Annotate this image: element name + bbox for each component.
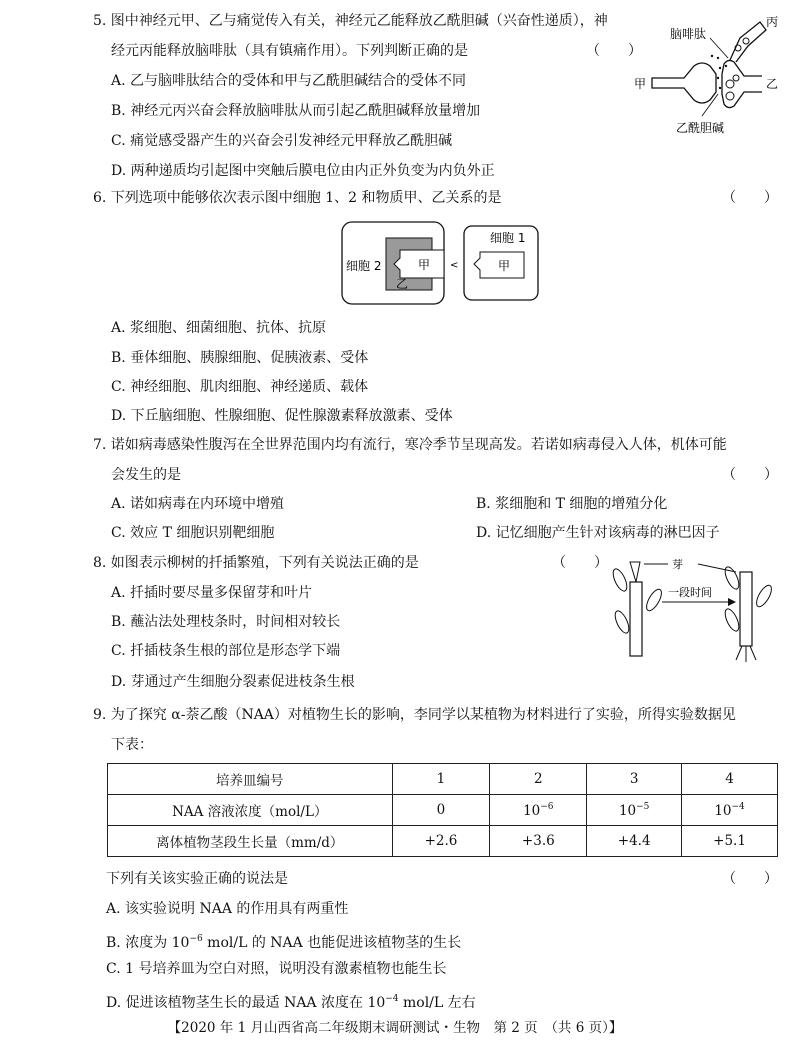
q8-option-c: C. 扦插枝条生根的部位是形态学下端 [111,643,341,659]
cell1-label: 细胞 1 [490,231,526,245]
q5-option-b: B. 神经元丙兴奋会释放脑啡肽从而引起乙酰胆碱释放量增加 [111,103,481,119]
row-header: 离体植物茎段生长量（mm/d） [108,826,393,857]
bud-label: 芽 [672,558,683,571]
q9-option-a: A. 该实验说明 NAA 的作用具有两重性 [106,901,349,917]
table-cell: 4 [682,764,778,795]
q6-option-b: B. 垂体细胞、胰腺细胞、促胰液素、受体 [111,350,369,366]
neuron-bing-terminal [730,22,766,62]
q5-answer-bracket: （ ） [586,43,642,59]
table-row [108,795,778,826]
table-cell: 2 [490,764,587,795]
q7-stem-line1: 7. 诺如病毒感染性腹泻在全世界范围内均有流行，寒冷季节呈现高发。若诺如病毒侵入人体，机体可能 [93,437,727,453]
q8-stem: 8. 如图表示柳树的扦插繁殖，下列有关说法正确的是 [93,555,419,571]
table-cell: $10^{-6}$ [490,795,587,826]
q7-answer-bracket: （ ） [722,467,778,483]
q5-stem-line1: 5. 图中神经元甲、乙与痛觉传入有关，神经元乙能释放乙酰胆碱（兴奋性递质），神 [93,13,608,29]
row-header: 培养皿编号 [108,764,393,795]
table-cell: +5.1 [682,826,778,857]
cutting-right-stem [740,572,752,646]
label-yi: 乙 [766,77,779,91]
yi-label: 乙 [396,277,409,291]
q7-option-d: D. 记忆细胞产生针对该病毒的淋巴因子 [476,525,720,541]
table-row [108,826,778,857]
table-cell: $10^{-5}$ [587,795,682,826]
q6-cells-figure [340,220,560,308]
q8-answer-bracket: （ ） [552,555,608,571]
table-cell: 3 [587,764,682,795]
q6-option-c: C. 神经细胞、肌肉细胞、神经递质、载体 [111,379,369,395]
cutting-left-stem [630,582,642,656]
q7-option-c: C. 效应 T 细胞识别靶细胞 [111,525,275,541]
label-bing: 丙 [766,15,779,29]
table-cell: +4.4 [587,826,682,857]
q9-option-b: B. 浓度为 $10^{-6}$ mol/L 的 NAA 也能促进该植物茎的生长 [106,934,462,951]
q6-stem: 6. 下列选项中能够依次表示图中细胞 1、2 和物质甲、乙关系的是 [93,190,502,206]
table-cell: +3.6 [490,826,587,857]
q9-question: 下列有关该实验正确的说法是 [106,871,288,887]
neuron-yi-terminal [722,60,762,107]
q9-option-c: C. 1 号培养皿为空白对照，说明没有激素植物也能生长 [106,961,447,977]
q6-option-d: D. 下丘脑细胞、性腺细胞、促性腺激素释放激素、受体 [111,408,453,424]
label-jia: 甲 [634,77,647,91]
label-yixiandanjian: 乙酰胆碱 [676,121,725,135]
page-footer: 【2020 年 1 月山西省高二年级期末调研测试・生物 第 2 页 （共 6 页）】 [167,1020,623,1036]
table-cell: +2.6 [392,826,490,857]
table-cell: 0 [392,795,490,826]
q7-option-a: A. 诺如病毒在内环境中增殖 [111,496,285,512]
q9-answer-bracket: （ ） [722,871,778,887]
q9-stem-line2: 下表： [111,737,153,753]
q5-option-c: C. 痛觉感受器产生的兴奋会引发神经元甲释放乙酰胆碱 [111,133,453,149]
q6-option-a: A. 浆细胞、细菌细胞、抗体、抗原 [111,320,327,336]
cell2-label: 细胞 2 [346,259,382,273]
q6-answer-bracket: （ ） [722,190,778,206]
q7-option-b: B. 浆细胞和 T 细胞的增殖分化 [476,496,668,512]
jia-right-label: 甲 [498,259,511,273]
table-row [108,764,778,795]
q9-data-table [107,763,778,857]
q5-option-a: A. 乙与脑啡肽结合的受体和甲与乙酰胆碱结合的受体不同 [111,73,467,89]
arrow-left-icon: < [450,260,459,271]
label-naofeitai: 脑啡肽 [670,27,707,41]
q8-option-a: A. 扦插时要尽量多保留芽和叶片 [111,585,313,601]
table-cell: 1 [392,764,490,795]
q9-stem-line1: 9. 为了探究 α-萘乙酸（NAA）对植物生长的影响，李同学以某植物为材料进行了实验，所得实验数据见 [93,707,736,723]
time-label: 一段时间 [668,586,712,599]
neuron-jia-terminal [652,63,716,103]
row-header: NAA 溶液浓度（mol/L） [108,795,393,826]
q8-option-d: D. 芽通过产生细胞分裂素促进枝条生根 [111,674,355,690]
q5-stem-line2: 经元丙能释放脑啡肽（具有镇痛作用）。下列判断正确的是 [111,43,468,59]
q8-cutting-figure [610,556,782,664]
q5-option-d: D. 两种递质均引起图中突触后膜电位由内正外负变为内负外正 [111,163,495,179]
table-cell: $10^{-4}$ [682,795,778,826]
q9-option-d: D. 促进该植物茎生长的最适 NAA 浓度在 $10^{-4}$ mol/L 左右 [106,994,476,1011]
q7-stem-line2: 会发生的是 [111,467,181,483]
jia-left-label: 甲 [418,258,431,272]
arrow-right-icon [728,598,736,606]
q5-synapse-figure [632,8,782,138]
q8-option-b: B. 蘸沾法处理枝条时，时间相对较长 [111,614,341,630]
